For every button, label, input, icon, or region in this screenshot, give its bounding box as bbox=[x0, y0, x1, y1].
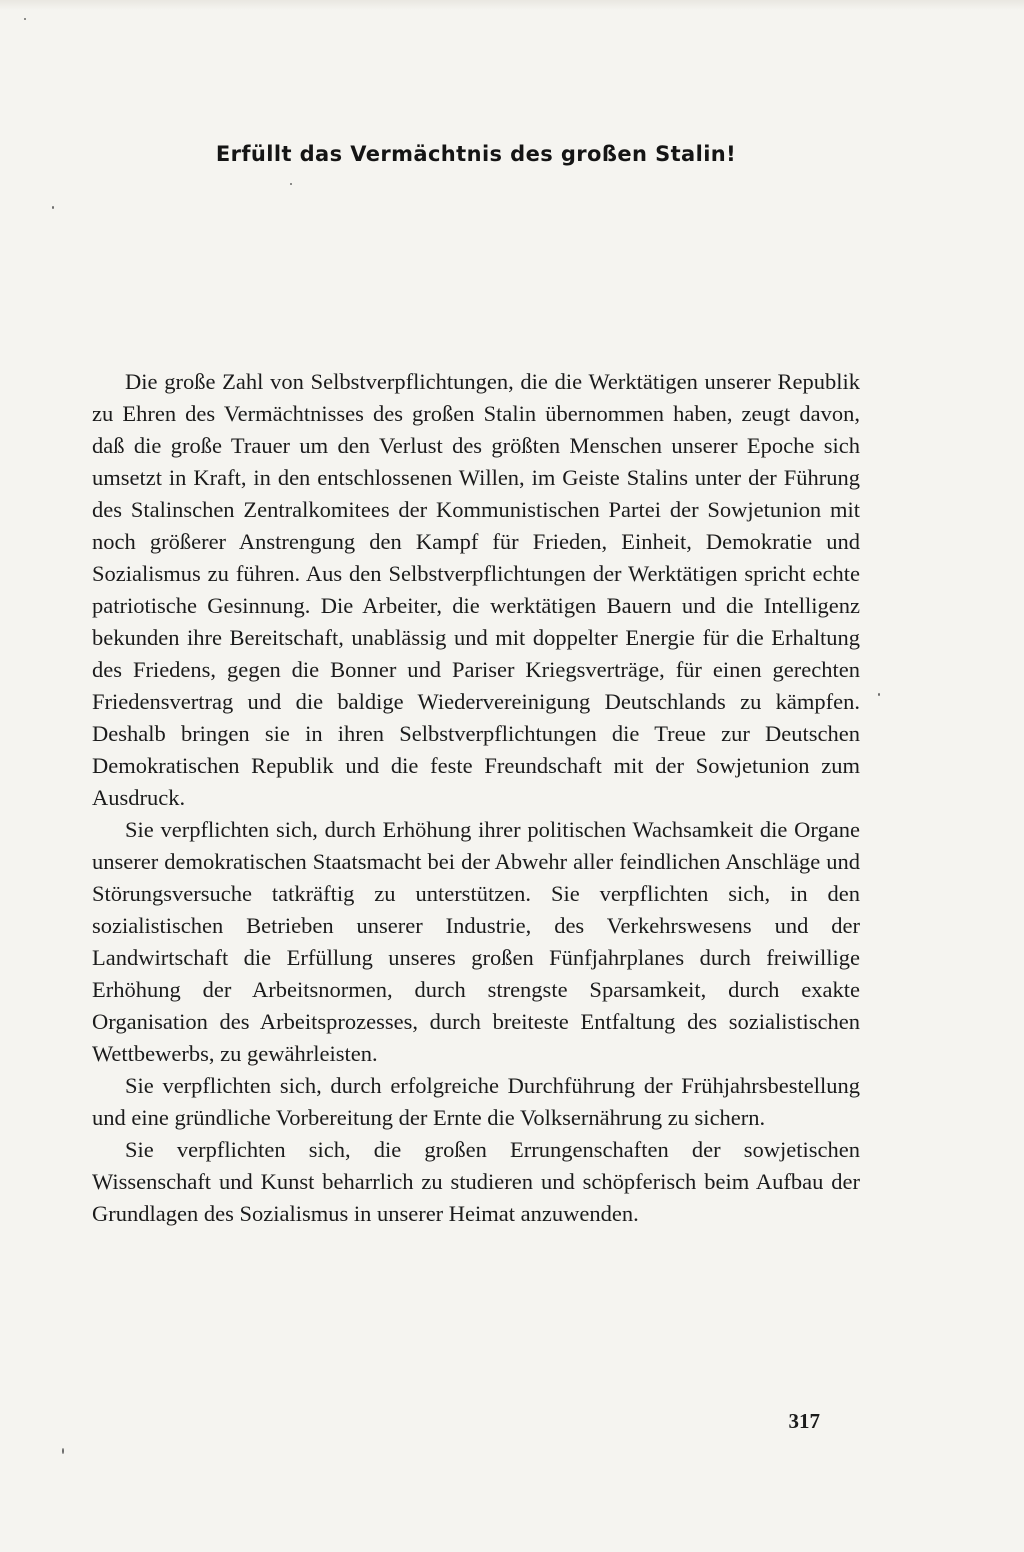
scan-speck bbox=[24, 18, 26, 20]
paragraph-2: Sie verpflichten sich, durch Erhöhung ihrer politischen Wachsamkeit die Organe unserer demokratischen Staatsmacht bei der Abwehr aller feindlichen Anschläge und Störungsversuche tatkräftig zu unterstützen. Sie verpflichten sich, in den sozialistischen Betrieben unserer Industrie, des Verkehrswesens und der Landwirtschaft die Erfüllung unseres großen Fünfjahrplanes durch freiwillige Erhöhung der Arbeitsnormen, durch strengste Sparsamkeit, durch exakte Organisation des Arbeitsprozesses, durch breiteste Entfaltung des sozialistischen Wettbewerbs, zu gewährleisten. bbox=[92, 817, 860, 1066]
paragraph-4: Sie verpflichten sich, die großen Errungenschaften der sowjetischen Wissenschaft und Kunst beharrlich zu studieren und schöpferisch beim Aufbau der Grundlagen des Sozialismus in unserer Heimat anzuwenden. bbox=[92, 1137, 860, 1226]
scan-edge bbox=[0, 0, 1024, 10]
page-title: Erfüllt das Vermächtnis des großen Stalin! bbox=[215, 142, 737, 166]
page-number: 317 bbox=[788, 1409, 820, 1433]
paragraph-3: Sie verpflichten sich, durch erfolgreiche Durchführung der Frühjahrsbestellung und eine gründliche Vorbereitung der Ernte die Volksernährung zu sichern. bbox=[92, 1073, 860, 1130]
scan-speck bbox=[290, 183, 292, 185]
paragraph-1: Die große Zahl von Selbstverpflichtungen, die die Werktätigen unserer Republik zu Ehren des Vermächtnisses des großen Stalin übernommen haben, zeugt davon, daß die große Trauer um den Verlust des größten Menschen unserer Epoche sich umsetzt in Kraft, in den entschlossenen Willen, im Geiste Stalins unter der Führung des Stalinschen Zentralkomitees der Kommunistischen Partei der Sowjetunion mit noch größerer Anstrengung den Kampf für Frieden, Einheit, Demokratie und Sozialismus zu führen. Aus den Selbstverpflichtungen der Werktätigen spricht echte patriotische Gesinnung. Die Arbeiter, die werktätigen Bauern und die Intelligenz bekunden ihre Bereitschaft, unablässig und mit doppelter Energie für die Erhaltung des Friedens, gegen die Bonner und Pariser Kriegsverträge, für einen gerechten Friedensvertrag und die baldige Wiedervereinigung Deutschlands zu kämpfen. Deshalb bringen sie in ihren Selbstverpflichtungen die Treue zur Deutschen Demokratischen Republik und die feste Freundschaft mit der Sowjetunion zum Ausdruck. bbox=[92, 369, 860, 810]
scan-speck bbox=[62, 1448, 64, 1454]
body-text bbox=[92, 366, 860, 1230]
scan-speck bbox=[52, 206, 54, 209]
scan-speck bbox=[878, 693, 880, 696]
